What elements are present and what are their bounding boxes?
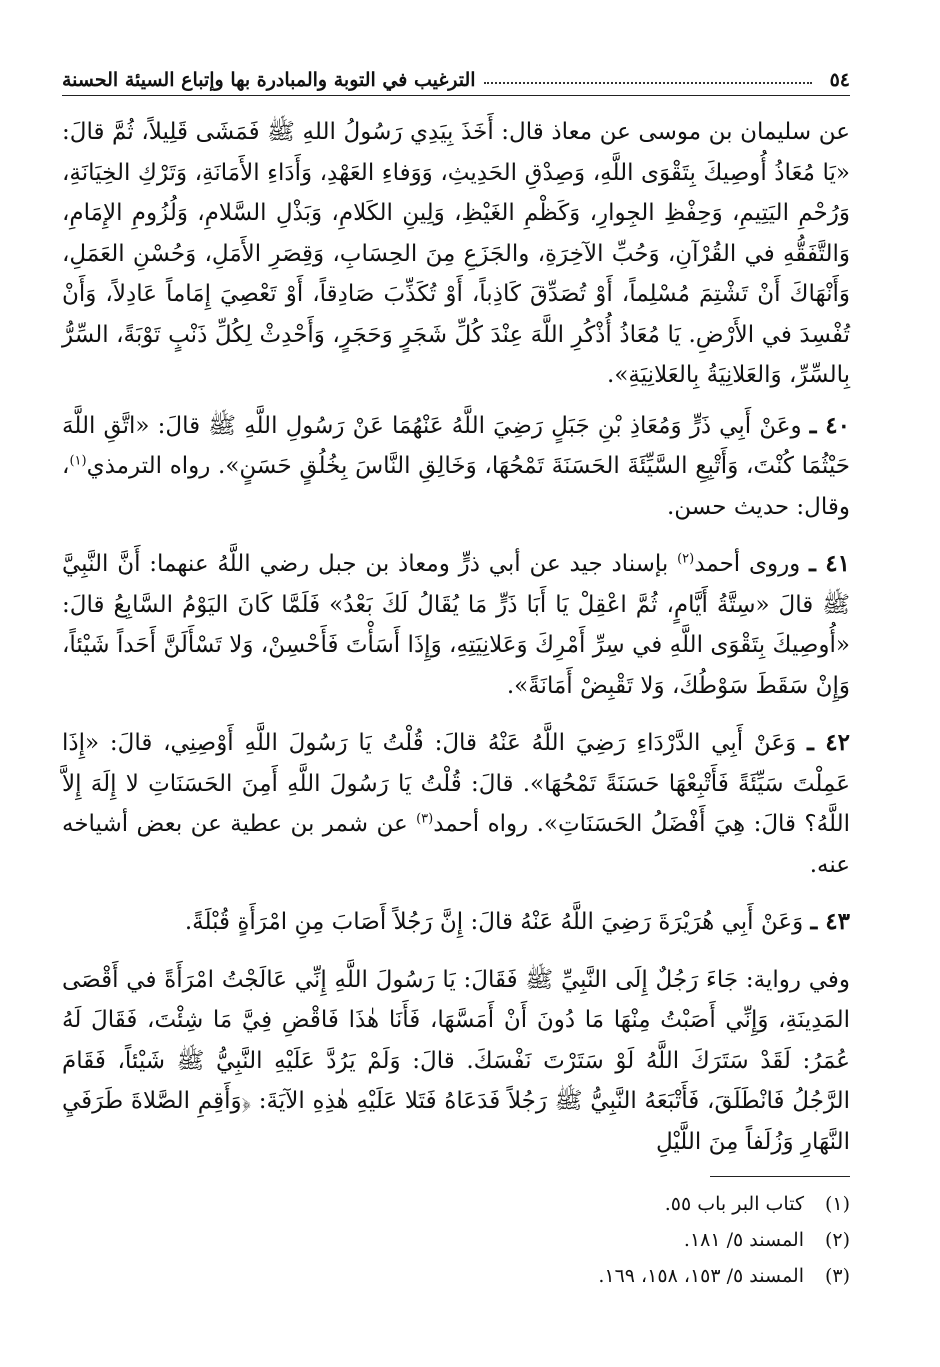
hadith-number: ٤١ ـ (809, 550, 850, 577)
leader-dots (484, 82, 812, 84)
hadith-number: ٤٠ ـ (809, 411, 851, 439)
footnote (62, 1258, 850, 1294)
paragraph-text: وفي رواية: جَاءَ رَجُلٌ إِلَى النَّبِيِّ ﷺ فَقَالَ: يَا رَسُولَ اللَّهِ إِنِّي عَالَجْتُ امْرَأَةً في أَقْصَى المَدِينَةِ، وَإِنِّي أَصَبْتُ مِنْهَا مَا دُونَ أَنْ أَمَسَّهَا، فَأَنَا هٰذَا فَاقْضِ فِيَّ مَا شِئْتَ، فَقَالَ لَهُ عُمَرُ: لَقَدْ سَتَرَكَ اللَّهُ لَوْ سَتَرْتَ نَفْسَكَ. قالَ: وَلَمْ يَرُدَّ عَلَيْهِ النَّبِيُّ ﷺ شَيْئاً، فَقَامَ الرَّجُلُ فَانْطَلَقَ، فَأَتْبَعَهُ النَّبِيُّ ﷺ رَجُلاً فَدَعَاهُ فَتَلا عَلَيْهِ هٰذِهِ الآيَةَ: ﴿وَأَقِمِ الصَّلاةَ طَرَفَيِ النَّهَارِ وَزُلَفاً مِنَ اللَّيْلِ (62, 966, 850, 1155)
paragraph-text: عن سليمان بن موسى عن معاذ قال: أَخَذَ بِيَدِي رَسُولُ اللهِ ﷺ فَمَشَى قَلِيلاً، ثُمَّ قالَ: «يَا مُعَاذُ أُوصِيكَ بِتَقْوَى اللَّهِ، وَصِدْقِ الحَدِيثِ، وَوَفاءِ العَهْدِ، وَأَدَاءِ الأَمَانَةِ، وَتَرْكِ الخِيَانَةِ، وَرُحْمِ اليَتِيمِ، وَحِفْظِ الجِوارِ، وَكَظْمِ الغَيْظِ، وَلِينِ الكَلامِ، وَبَذْلِ السَّلامِ، وَلُزُومِ الإِمَامِ، وَالتَّفَقُّهِ في القُرْآنِ، وَحُبِّ الآخِرَةِ، والجَزَعِ مِنَ الحِسَابِ، وَقِصَرِ الأَمَلِ، وَحُسْنِ العَمَلِ، وَأَنْهَاكَ أَنْ تَشْتِمَ مُسْلِماً، أَوْ تُصَدِّقَ كَاذِباً، أَوْ تُكَذِّبَ صَادِقاً، أَوْ تَعْصِيَ إِمَاماً عَادِلاً، وَأَنْ تُفْسِدَ في الأَرْضِ. يَا مُعَاذُ أُذْكُرِ اللَّهَ عِنْدَ كُلِّ شَجَرٍ وَحَجَرٍ، وَأَحْدِثْ لِكُلِّ ذَنْبٍ تَوْبَةً، السِّرُّ بِالسِّرِّ، وَالعَلانِيَةُ بِالعَلانِيَةِ». (62, 119, 850, 388)
footnote-ref: (٢) (677, 551, 695, 567)
hadith-number: ٤٣ ـ (810, 908, 850, 935)
hadith-40 (62, 406, 850, 528)
footnote-text: كتاب البر باب ٥٥. (664, 1193, 804, 1215)
hadith-text-cont: عن شمر بن عطية عن بعض أشياخه عنه. (62, 811, 850, 878)
footnote-mark: (٣) (824, 1265, 850, 1287)
page-number: ٥٤ (829, 69, 850, 91)
footnote-mark: (٢) (824, 1229, 850, 1251)
footnote-text: المسند ٥/ ١٨١. (683, 1229, 804, 1251)
footnote-divider (710, 1176, 850, 1177)
hadith-text: وروى أحمد (694, 551, 801, 577)
hadith-43 (62, 902, 850, 943)
hadith-number: ٤٢ ـ (807, 729, 851, 756)
footnote (62, 1186, 850, 1222)
main-text (62, 112, 850, 1179)
hadith-text-cont: بإسناد جيد عن أبي ذرٍّ ومعاذ بن جبل رضي اللَّهُ عنهما: أَنَّ النَّبِيَّ ﷺ قالَ «سِتَّةُ أَيَّامٍ، ثُمَّ اعْقِلْ يَا أَبَا ذَرٍّ مَا يُقَالُ لَكَ بَعْدُ» فَلَمَّا كَانَ اليَوْمُ السَّابِعُ قالَ: «أُوصِيكَ بِتَقْوَى اللَّهِ في سِرِّ أَمْرِكَ وَعَلانِيَتِهِ، وَإِذَا أَسَأْتَ فَأَحْسِنْ، وَلا تَسْأَلَنَّ أَحَداً شَيْئاً، وَإِنْ سَقَطَ سَوْطُكَ، وَلا تَقْبِضْ أَمَانَةً». (62, 551, 850, 699)
footnote-mark: (١) (824, 1193, 850, 1215)
hadith-42 (62, 723, 850, 885)
hadith-text: وعَنْ أَبِي ذَرٍّ وَمُعَاذِ بْنِ جَبَلٍ رَضِيَ اللَّهُ عَنْهُمَا عَنْ رَسُولِ اللَّهِ ﷺ قالَ: «اتَّقِ اللَّهَ حَيْثُمَا كُنْتَ، وَأَتْبِعِ السَّيِّئَةَ الحَسَنَةَ تَمْحُهَا، وَخَالِقِ النَّاسَ بِخُلُقٍ حَسَنٍ». رواه الترمذي (62, 412, 850, 479)
running-title: الترغيب في التوبة والمبادرة بها وإتباع السيئة الحسنة (62, 69, 476, 91)
footnote-ref: (١) (69, 453, 87, 469)
footnotes (62, 1186, 850, 1294)
footnote-ref: (٣) (416, 811, 434, 827)
running-header (62, 62, 850, 96)
hadith-text: وَعَنْ أَبِي الدَّرْدَاءِ رَضِيَ اللَّهُ عَنْهُ قالَ: قُلْتُ يَا رَسُولَ اللَّهِ أَوْصِنِي، قالَ: «إِذَا عَمِلْتَ سَيِّئَةً فَأَتْبِعْهَا حَسَنَةً تَمْحُهَا». قالَ: قُلْتُ يَا رَسُولَ اللَّهِ أَمِنَ الحَسَنَاتِ لا إِلَهَ إِلاَّ اللَّهُ؟ قالَ: هِيَ أَفْضَلُ الحَسَنَاتِ». رواه أحمد (62, 730, 850, 837)
footnote-text: المسند ٥/ ١٥٣، ١٥٨، ١٦٩. (598, 1265, 804, 1287)
narration-variant (62, 960, 850, 1163)
hadith-text-cont: ، وقال: حديث حسن. (62, 453, 850, 520)
hadith-41 (62, 544, 850, 706)
hadith-text: وَعَنْ أَبِي هُرَيْرَةَ رَضِيَ اللَّهُ عَنْهُ قالَ: إِنَّ رَجُلاً أَصَابَ مِنِ امْرَأَةٍ قُبْلَةً. (184, 909, 804, 935)
paragraph (62, 112, 850, 396)
document-page (62, 0, 850, 1367)
footnote (62, 1222, 850, 1258)
